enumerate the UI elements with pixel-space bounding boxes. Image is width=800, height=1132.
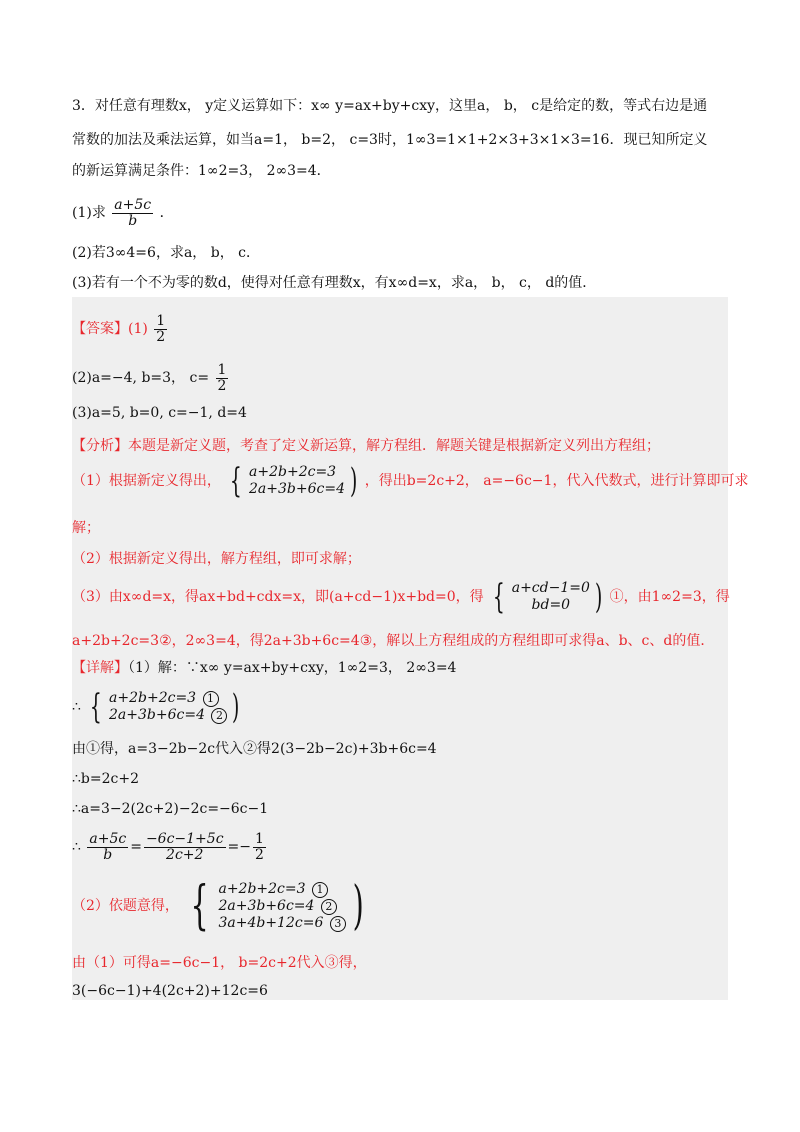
denominator: b — [103, 846, 113, 863]
q1-numerator: a+5c — [114, 197, 152, 213]
circled-number: 2 — [211, 708, 227, 724]
analysis-intro — [72, 436, 660, 456]
numerator: a+5c — [89, 831, 127, 847]
system-row — [218, 881, 345, 898]
analysis-p1-mid: ，得出b=2c+2， a=−6c−1，代入代数式，进行计算即可求 — [364, 473, 749, 489]
circled-number: 1 — [312, 882, 328, 898]
left-brace: { — [492, 577, 505, 617]
answer-2-numerator: 1 — [217, 362, 227, 378]
system-row — [218, 898, 345, 915]
right-paren: ) — [349, 461, 358, 501]
answer-1-fraction — [154, 314, 167, 344]
system-equation: 3a+4b+12c=6 — [218, 914, 324, 931]
answer-1-denominator: 2 — [156, 328, 166, 345]
circled-number: 2 — [321, 899, 337, 915]
right-paren: ) — [232, 687, 240, 727]
question-1 — [72, 198, 174, 228]
system-equation: bd=0 — [531, 597, 571, 613]
fraction — [144, 832, 226, 862]
detail-part-2 — [72, 876, 368, 936]
q1-suffix: ． — [159, 205, 174, 222]
detail-line-3: ∴b=2c+2 — [72, 771, 139, 787]
analysis-label: 【分析】 — [72, 438, 128, 454]
system-equation: a+2b+2c=3 — [249, 464, 337, 480]
system-row — [218, 915, 345, 932]
answer-2-denominator: 2 — [217, 377, 227, 394]
detail-system-2-braces — [183, 876, 368, 936]
numerator: −6c−1+5c — [145, 831, 224, 847]
analysis-p1-system — [225, 461, 360, 501]
denominator: 2 — [255, 846, 264, 863]
system-equation: a+2b+2c=3 — [109, 690, 197, 706]
detail-system-1 — [72, 687, 243, 727]
analysis-part-2: （2）根据新定义得出，解方程组，即可求解； — [72, 551, 361, 567]
detail-line-2: 由①得，a=3−2b−2c代入②得2(3−2b−2c)+3b+6c=4 — [72, 741, 437, 757]
problem-line-1: 3．对任意有理数x， y定义运算如下：x∞ y=ax+by+cxy，这里a， b， c是给定的数，等式右边是通 — [72, 98, 708, 114]
left-brace: { — [90, 687, 103, 727]
problem-line-3: 的新运算满足条件：1∞2=3， 2∞3=4． — [72, 163, 331, 179]
analysis-part-1 — [72, 461, 749, 501]
analysis-p1-end: 解； — [72, 520, 100, 536]
analysis-p3-mark: ① — [609, 589, 624, 605]
left-brace: { — [190, 876, 210, 936]
left-brace: { — [230, 461, 243, 501]
equals-minus: =− — [227, 839, 252, 856]
detail-d6-prefix: （2）依题意得， — [72, 898, 179, 914]
detail-system-1-braces — [85, 687, 242, 727]
system-equation: 2a+3b+6c=4 — [218, 897, 315, 914]
system-row — [109, 690, 227, 707]
detail-label: 【详解】 — [72, 660, 128, 676]
analysis-p3-prefix: （3）由x∞d=x，得ax+bd+cdx=x，即(a+cd−1)x+bd=0，得 — [72, 589, 484, 605]
question-3: (3)若有一个不为零的数d，使得对任意有理数x，有x∞d=x，求a， b， c， d的值． — [72, 275, 597, 291]
analysis-p3-system — [488, 577, 605, 617]
system-equation: 2a+3b+6c=4 — [249, 481, 345, 497]
analysis-p3-line-2: a+2b+2c=3②，2∞3=4，得2a+3b+6c=4③，解以上方程组成的方程组即可求得a、b、c、d的值． — [72, 633, 715, 649]
numerator: 1 — [255, 831, 264, 847]
equals-sign: = — [130, 839, 142, 856]
analysis-p1-prefix: （1）根据新定义得出， — [72, 473, 221, 489]
answer-2-prefix: (2)a=−4, b=3， c= — [72, 370, 210, 387]
detail-d1: （1）解：∵x∞ y=ax+by+cxy，1∞2=3， 2∞3=4 — [128, 660, 457, 676]
answer-1 — [72, 314, 169, 344]
circled-number: 3 — [330, 916, 346, 932]
right-paren: ) — [352, 876, 364, 936]
q1-prefix: (1)求 — [72, 205, 106, 222]
system-equation: a+2b+2c=3 — [218, 880, 306, 897]
question-2: (2)若3∞4=6，求a， b， c． — [72, 245, 260, 261]
fraction — [253, 832, 266, 862]
system-equation: a+cd−1=0 — [511, 580, 590, 596]
answer-2-fraction — [216, 363, 229, 393]
detail-line-4: ∴a=3−2(2c+2)−2c=−6c−1 — [72, 801, 269, 817]
q1-fraction — [112, 198, 153, 228]
problem-line-2: 常数的加法及乘法运算，如当a=1， b=2， c=3时，1∞3=1×1+2×3+3×1×3=16．现已知所定义 — [72, 132, 708, 148]
therefore-symbol: ∴ — [72, 839, 81, 856]
answer-label: 【答案】 — [72, 321, 128, 338]
answer-1-numerator: 1 — [156, 313, 166, 329]
analysis-intro-text: 本题是新定义题，考查了定义新运算，解方程组．解题关键是根据新定义列出方程组； — [128, 438, 660, 454]
analysis-part-3 — [72, 577, 730, 617]
q1-denominator: b — [128, 212, 138, 229]
answer-3: (3)a=5, b=0, c=−1, d=4 — [72, 405, 247, 421]
therefore-symbol: ∴ — [72, 699, 81, 715]
detail-line-8: 3(−6c−1)+4(2c+2)+12c=6 — [72, 983, 268, 999]
circled-number: 1 — [203, 691, 219, 707]
answer-2 — [72, 363, 230, 393]
system-row — [109, 707, 227, 724]
detail-line-5 — [72, 832, 268, 862]
fraction — [87, 832, 128, 862]
denominator: 2c+2 — [166, 846, 204, 863]
detail-line-7: 由（1）可得a=−6c−1， b=2c+2代入③得， — [72, 955, 367, 971]
right-paren: ) — [594, 577, 603, 617]
detail-line-1 — [72, 658, 456, 678]
system-equation: 2a+3b+6c=4 — [109, 707, 205, 723]
answer-1-prefix: (1) — [128, 321, 148, 338]
analysis-p3-suffix: ，由1∞2=3，得 — [623, 589, 730, 605]
